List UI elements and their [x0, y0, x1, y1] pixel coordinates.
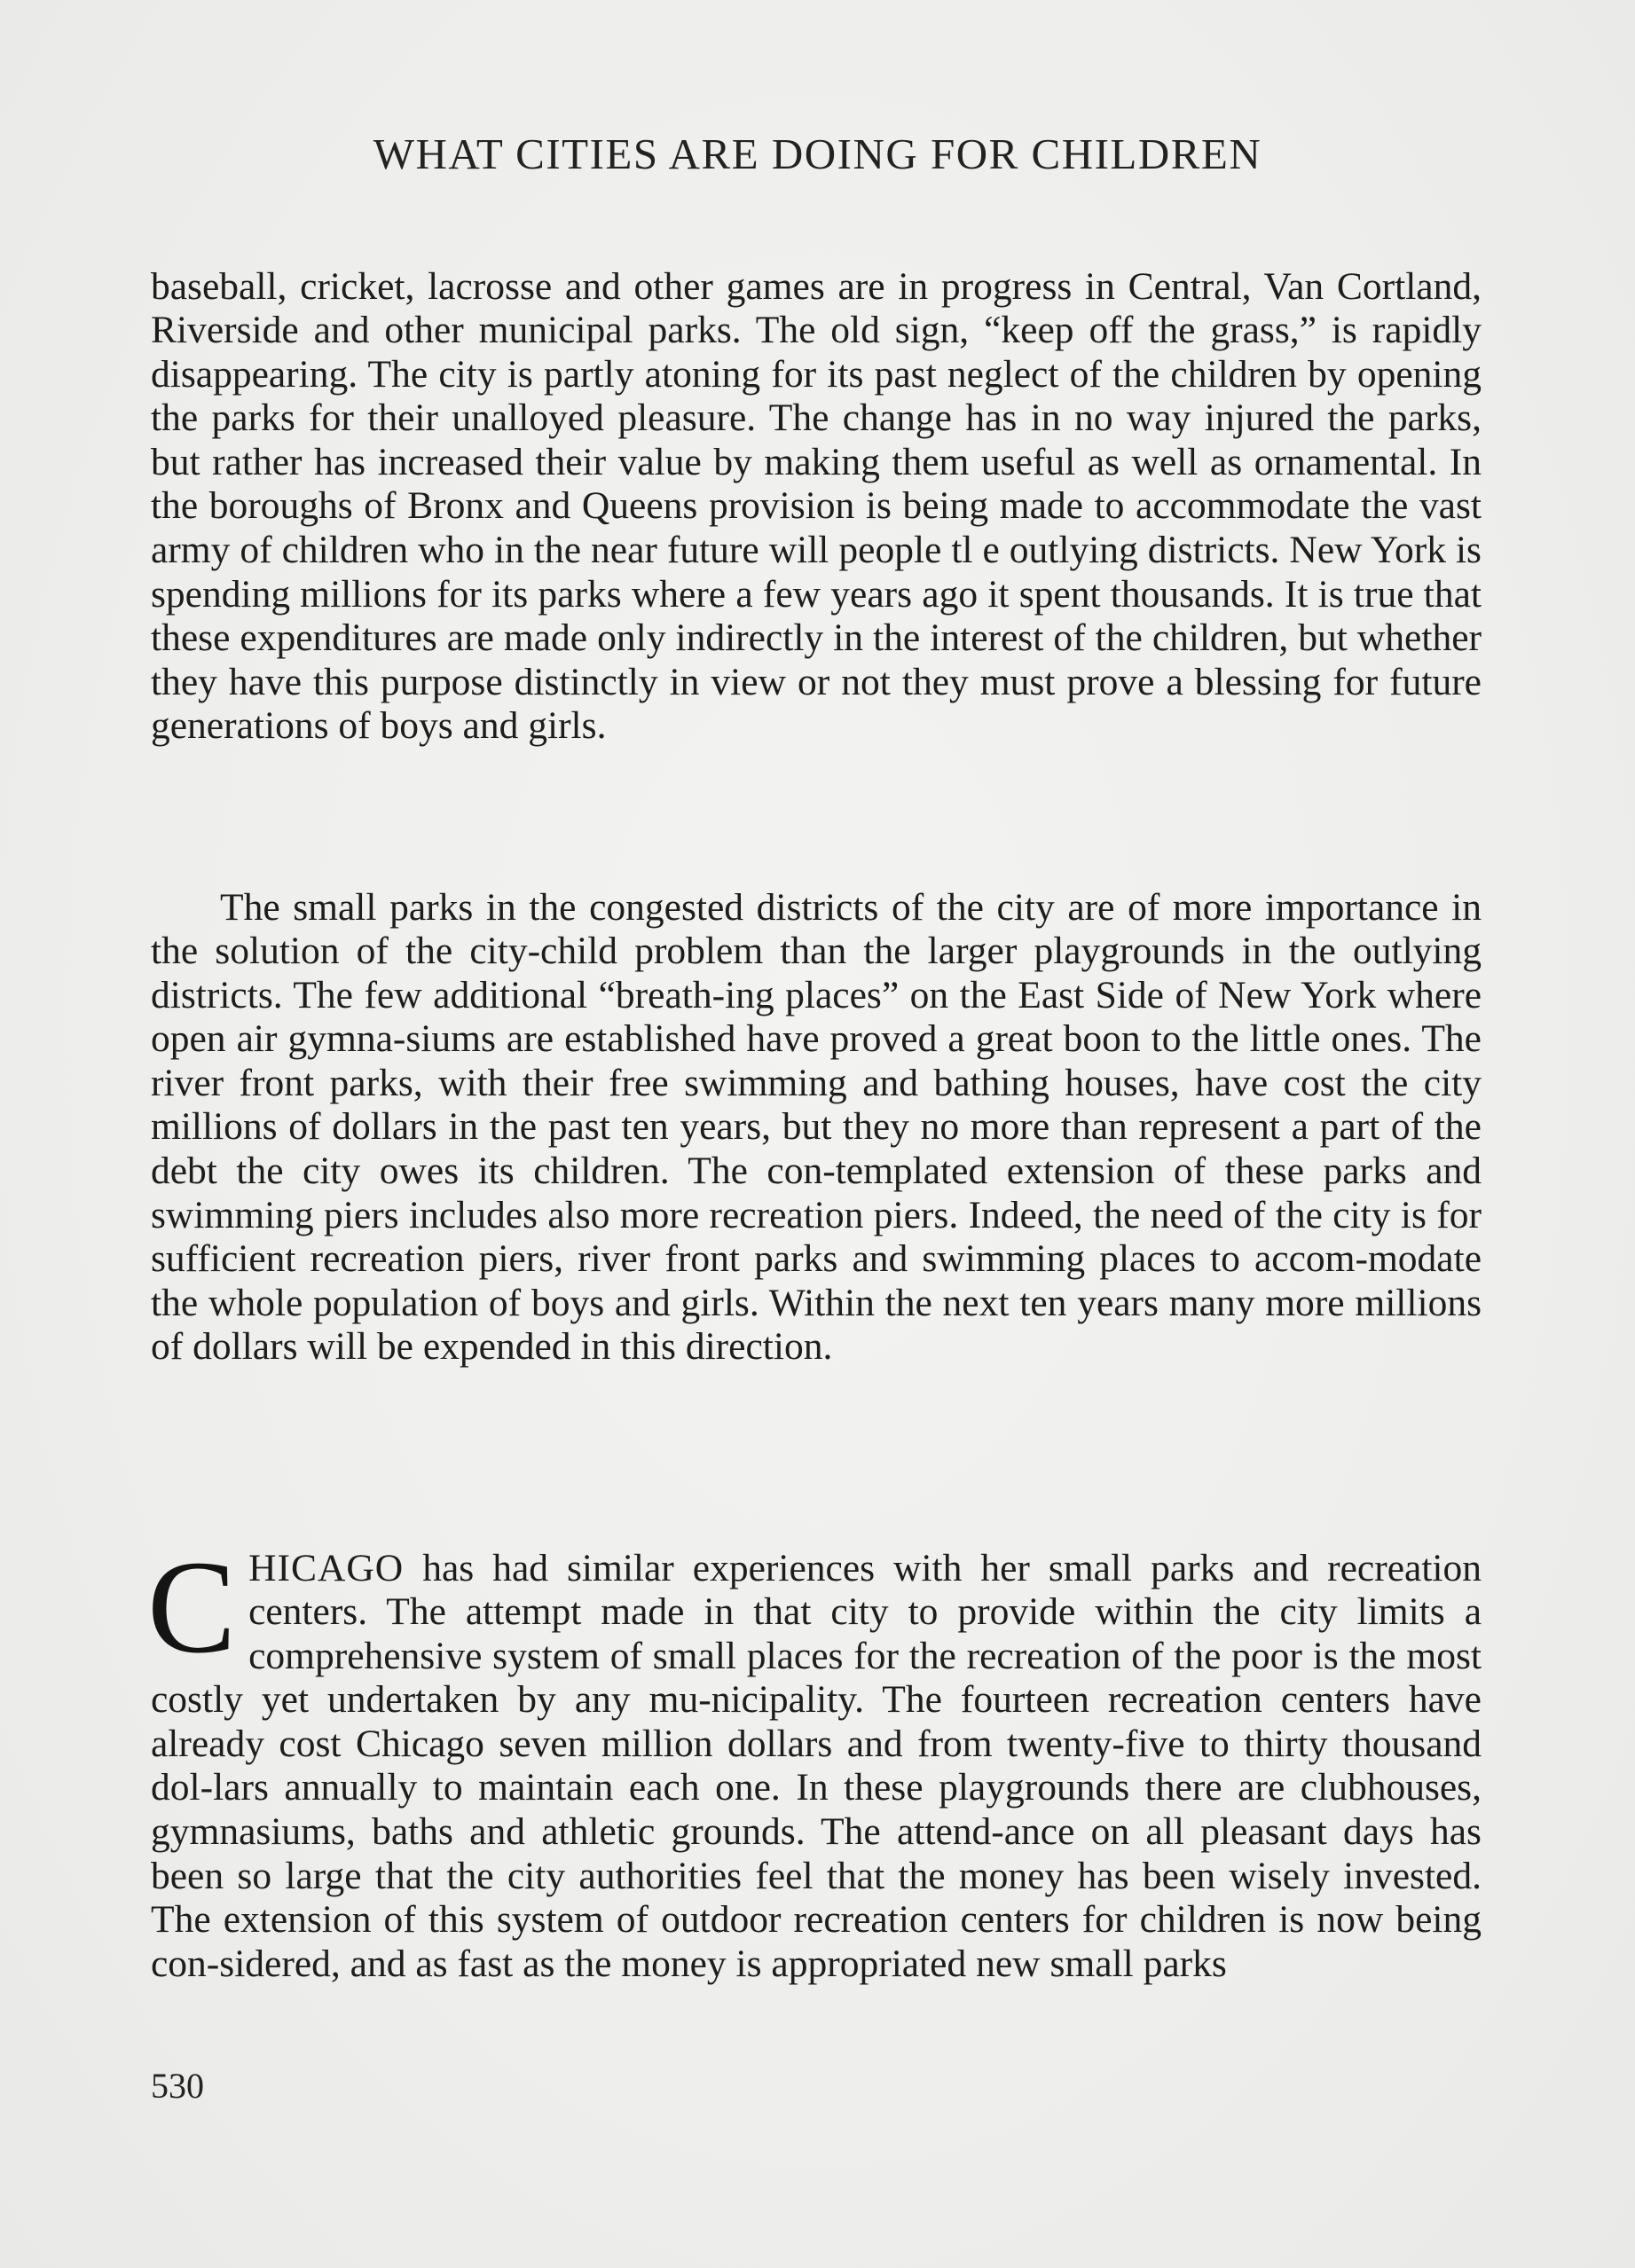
chicago-paragraph-text: has had similar experiences with her small parks and recreation centers. The attempt made in that city to provide within the city limits a comprehensive system of small places for the recreation of the poor is the most costly yet undertaken by any mu-nicipality. The fourteen recreation centers have already cost Chicago seven million dollars and from twenty-five to thirty thousand dol-lars annually to maintain each one. In these playgrounds there are clubhouses, gymnasiums, baths and athletic grounds. The attend-ance on all pleasant days has been so large that the city authorities feel that the money has been wisely invested. The extension of this system of outdoor recreation centers for children is now being con-sidered, and as fast as the money is appropriated new small parks [151, 1546, 1482, 1985]
page-number: 530 [151, 2066, 204, 2106]
drop-cap: C [147, 1533, 237, 1681]
paragraph-small-parks: The small parks in the congested districts of the city are of more importance in the solution of the city-child problem than the larger playgrounds in the outlying districts. The few additional “breath-ing places” on the East Side of New York where open air gymna-siums are established have proved a great boon to the little ones. The river front parks, with their free swimming and bathing houses, have cost the city millions of dollars in the past ten years, but they no more than represent a part of the debt the city owes its children. The con-templated extension of these parks and swimming piers includes also more recreation piers. Indeed, the need of the city is for sufficient recreation piers, river front parks and swimming places to accom-modate the whole population of boys and girls. Within the next ten years many more millions of dollars will be expended in this direction. [151, 885, 1482, 1369]
paragraph-chicago [147, 1533, 1482, 1987]
paragraph-parks-new-york: baseball, cricket, lacrosse and other games are in progress in Central, Van Cortland, Riverside and other municipal parks. The old sign, “keep off the grass,” is rapidly disappearing. The city is partly atoning for its past neglect of the children by opening the parks for their unalloyed pleasure. The change has in no way injured the parks, but rather has increased their value by making them useful as well as ornamental. In the boroughs of Bronx and Queens provision is being made to accommodate the vast army of children who in the near future will people tl e outlying districts. New York is spending millions for its parks where a few years ago it spent thousands. It is true that these expenditures are made only indirectly in the interest of the children, but whether they have this purpose distinctly in view or not they must prove a blessing for future generations of boys and girls. [151, 264, 1482, 748]
opening-small-caps: HICAGO [248, 1546, 405, 1589]
running-head: WHAT CITIES ARE DOING FOR CHILDREN [373, 129, 1262, 178]
